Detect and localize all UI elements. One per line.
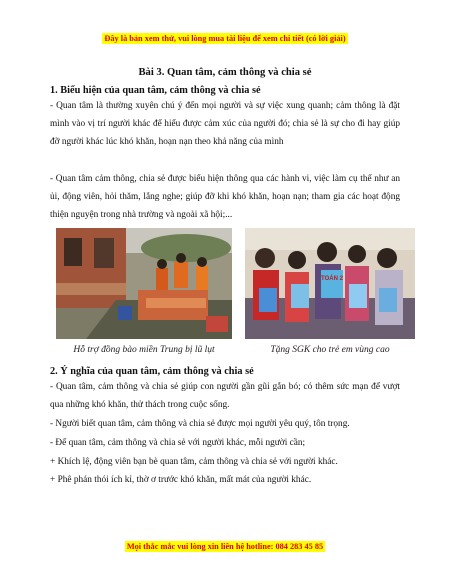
hotline-footer-text: Mọi thắc mắc vui lòng xin liên hệ hotline: 084 283 45 85 <box>126 542 324 551</box>
flood-relief-caption: Hỗ trợ đồng bào miền Trung bị lũ lụt <box>73 345 215 355</box>
book-cover-text: TOÁN 2 <box>321 276 343 282</box>
flood-relief-photo <box>56 228 232 339</box>
section2-line-3: - Để quan tâm, cảm thông và chia sẻ với người khác, mỗi người cần; <box>50 438 306 448</box>
textbook-donation-photo <box>245 228 415 339</box>
section2-line-2: - Người biết quan tâm, cảm thông và chia sẻ được mọi người yêu quý, tôn trọng. <box>50 419 350 429</box>
hotline-footer <box>0 536 450 554</box>
section2-paragraph-1: - Quan tâm, cảm thông và chia sẻ giúp con người gần gũi gắn bó; có thêm sức mạn để vượt qua những khó khăn, thử thách trong cuộc sống. <box>50 382 400 411</box>
preview-banner <box>0 28 450 46</box>
section2-line-5: + Phê phán thói ích kỉ, thờ ơ trước khó khăn, mất mát của người khác. <box>50 475 312 485</box>
lesson-title: Bài 3. Quan tâm, cảm thông và chia sẻ <box>138 67 312 78</box>
preview-banner-text: Đây là bản xem thử, vui lòng mua tài liệu để xem chi tiết (có lời giải) <box>104 34 346 43</box>
section2-line-4: + Khích lệ, động viên bạn bè quan tâm, cảm thông và chia sẻ với người khác. <box>50 457 338 467</box>
section1-heading: 1. Biểu hiện của quan tâm, cảm thông và chia sẻ <box>50 85 261 96</box>
section1-paragraph-2: - Quan tâm cảm thông, chia sẻ được biểu hiện thông qua các hành vi, việc làm cụ thể như an ủi, động viên, hỏi thăm, lắng nghe; giúp đỡ khi khó khăn, hoạn nạn; tham gia các hoạt động thiện nguyện trong nhà trường và ngoài xã hội;... <box>50 174 400 221</box>
section2-heading: 2. Ý nghĩa của quan tâm, cảm thông và chia sẻ <box>50 366 254 377</box>
section1-paragraph-1: - Quan tâm là thường xuyên chú ý đến mọi người và sự việc xung quanh; cảm thông là đặt mình vào vị trí người khác để hiểu được cảm xúc của người đó; chia sẻ là sự cho đi hay giúp đỡ người khác lúc khó khăn, hoạn nạn theo khả năng của mình <box>50 101 400 148</box>
textbook-donation-caption: Tặng SGK cho trẻ em vùng cao <box>270 345 390 355</box>
